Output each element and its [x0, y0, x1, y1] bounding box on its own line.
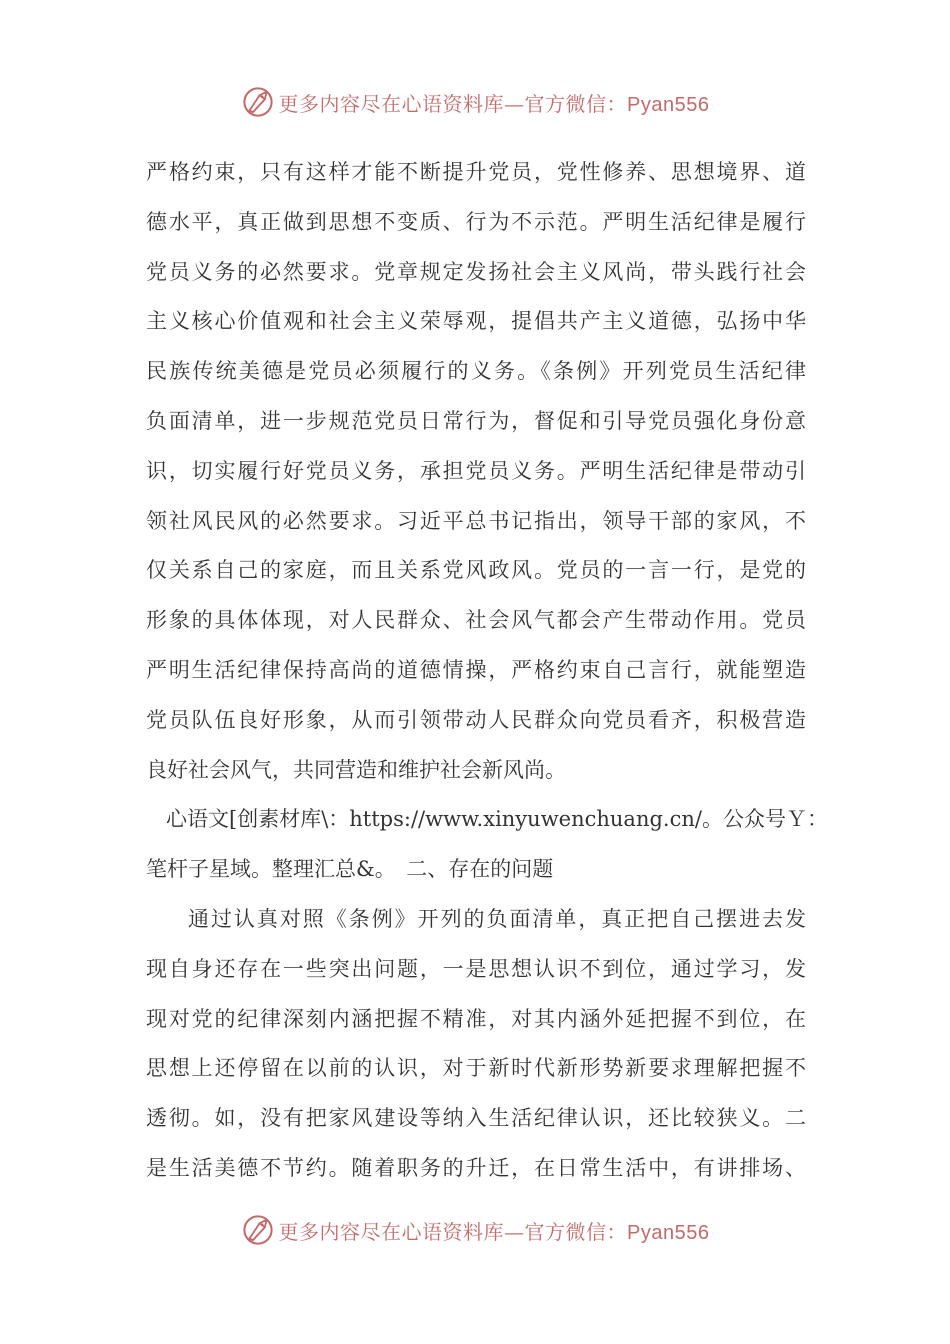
banner-text — [279, 1216, 710, 1245]
text-line: 思想上还停留在以前的认识，对于新时代新形势新要求理解把握不 — [146, 1056, 806, 1081]
text-line: 主义核心价值观和社会主义荣辱观，提倡共产主义道德，弘扬中华 — [146, 309, 806, 334]
text-line: 识，切实履行好党员义务，承担党员义务。严明生活纪律是带动引 — [146, 458, 806, 483]
text-line: 是生活美德不节约。随着职务的升迁，在日常生活中，有讲排场、 — [146, 1155, 806, 1180]
text-line: 现对党的纪律深刻内涵把握不精准，对其内涵外延把握不到位，在 — [146, 1006, 806, 1031]
footer-banner — [0, 1210, 950, 1250]
text-line: 党员义务的必然要求。党章规定发扬社会主义风尚，带头践行社会 — [146, 259, 806, 284]
header-banner — [0, 82, 950, 122]
banner-text — [279, 88, 710, 117]
text-line: 民族传统美德是党员必须履行的义务。《条例》开列党员生活纪律 — [146, 359, 806, 384]
banner-slogan: 更多内容尽在心语资料库—官方微信： — [278, 1219, 628, 1244]
text-line: 良好社会风气，共同营造和维护社会新风尚。 — [146, 757, 566, 782]
text-line: 严格约束，只有这样才能不断提升党员，党性修养、思想境界、道 — [146, 160, 806, 184]
text-line: 形象的具体体现，对人民群众、社会风气都会产生带动作用。党员 — [146, 608, 806, 633]
text-line: 仅关系自己的家庭，而且关系党风政风。党员的一言一行，是党的 — [146, 558, 806, 583]
pen-nib-logo-icon — [241, 1213, 275, 1247]
text-line: 通过认真对照《条例》开列的负面清单，真正把自己摆进去发 — [188, 906, 806, 931]
text-line: 党员队伍良好形象，从而引领带动人民群众向党员看齐，积极营造 — [146, 707, 806, 732]
banner-wechat-id: Pyan556 — [627, 93, 710, 116]
text-line: 领社风民风的必然要求。习近平总书记指出，领导干部的家风，不 — [146, 508, 806, 533]
pen-nib-logo-icon — [241, 85, 275, 119]
text-line: 德水平，真正做到思想不变质、行为不示范。严明生活纪律是履行 — [146, 209, 806, 234]
banner-wechat-id: Pyan556 — [627, 1221, 710, 1244]
source-note-line: 心语文[创素材库\：https://www.xinyuwenchuang.cn/。公众号Ｙ： — [166, 807, 828, 832]
text-line: 透彻。如，没有把家风建设等纳入生活纪律认识，还比较狭义。二 — [146, 1106, 806, 1131]
text-line: 严明生活纪律保持高尚的道德情操，严格约束自己言行，就能塑造 — [146, 657, 806, 682]
document-body — [146, 148, 828, 1194]
banner-slogan: 更多内容尽在心语资料库—官方微信： — [278, 91, 628, 116]
section-heading-line: 笔杆子星域。整理汇总&。 二、存在的问题 — [146, 857, 554, 882]
text-line: 负面清单，进一步规范党员日常行为，督促和引导党员强化身份意 — [146, 408, 806, 433]
text-line: 现自身还存在一些突出问题，一是思想认识不到位，通过学习，发 — [146, 956, 806, 981]
